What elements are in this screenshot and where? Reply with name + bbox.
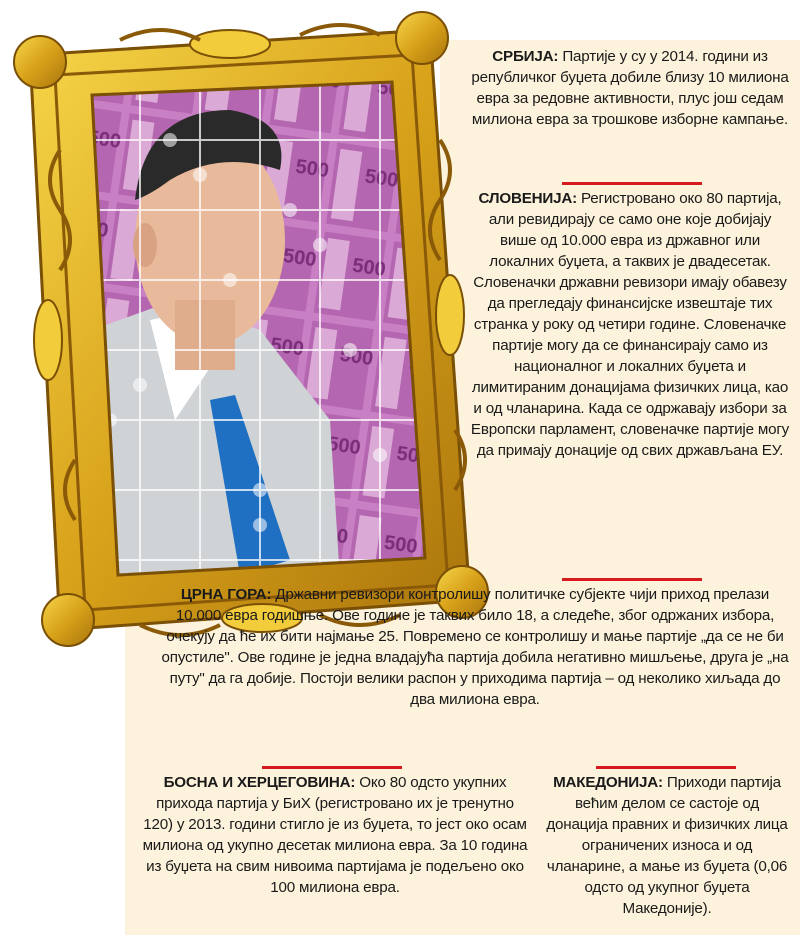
section-heading: СРБИЈА:	[492, 48, 559, 65]
section-slovenija	[470, 188, 790, 461]
section-crna-gora	[160, 584, 790, 710]
section-makedonija	[544, 772, 790, 919]
section-text: Партије у су у 2014. години из републичког буџета добиле близу 10 милиона евра за редовне активности, плус још седам милиона евра за трошкове изборне кампање.	[471, 48, 789, 128]
section-divider	[562, 578, 702, 581]
section-text: Регистровано око 80 партија, али ревидирају се само оне које добијају више од 10.000 евра из државног или локалних буџета, а таквих је двадесетак. Словеначки државни ревизори имају обавезу да прегледају финансијске извештаје тих странка у року од четири године. Словеначке партије могу да се финансирају само из националног и локалних буџета и лимитираним донацијама физичких лица, као и од чланарина. Када се одржавају избори за Европски парламент, словеначке партије могу да примају донације од свих држављана ЕУ.	[470, 190, 790, 459]
section-divider	[562, 182, 702, 185]
section-text: Приходи партија већим делом се састоје од донација правних и физичких лица ограничених износа и од чланарине, а мање из буџета (0,06 одсто од укупног буџета Македоније).	[546, 774, 788, 917]
section-divider	[262, 766, 402, 769]
section-bih	[140, 772, 530, 898]
section-heading: БОСНА И ХЕРЦЕГОВИНА:	[163, 774, 356, 791]
section-divider	[596, 766, 736, 769]
section-heading: СЛОВЕНИЈА:	[478, 190, 577, 207]
section-heading: МАКЕДОНИЈА:	[553, 774, 663, 791]
section-text: Око 80 одсто укупних прихода партија у БиХ (регистровано их је тренутно 120) у 2013. години стигло је из буџета, то јест око осам милиона од укупно десетак милиона евра. За 10 година из буџета на свим нивоима партијама је подељено око 100 милиона евра.	[142, 774, 528, 896]
section-heading: ЦРНА ГОРА:	[180, 586, 272, 603]
puzzle-portrait	[80, 70, 440, 590]
section-srbija	[470, 46, 790, 130]
section-text: Државни ревизори контролишу политичке субјекте чији приход прелази 10.000 евра годишње. Ове године је таквих било 18, а следеће, због одржаних избора, очекују да ће их бити најмање 25. Повремено се контролишу и мање партије „да се не би опустиле". Ове године је једна владајућа партија добила негативно мишљење, друга је „на путу" да га добије. Постоји велики распон у приходима партија – од неколико хиљада до два милиона евра.	[161, 586, 789, 708]
